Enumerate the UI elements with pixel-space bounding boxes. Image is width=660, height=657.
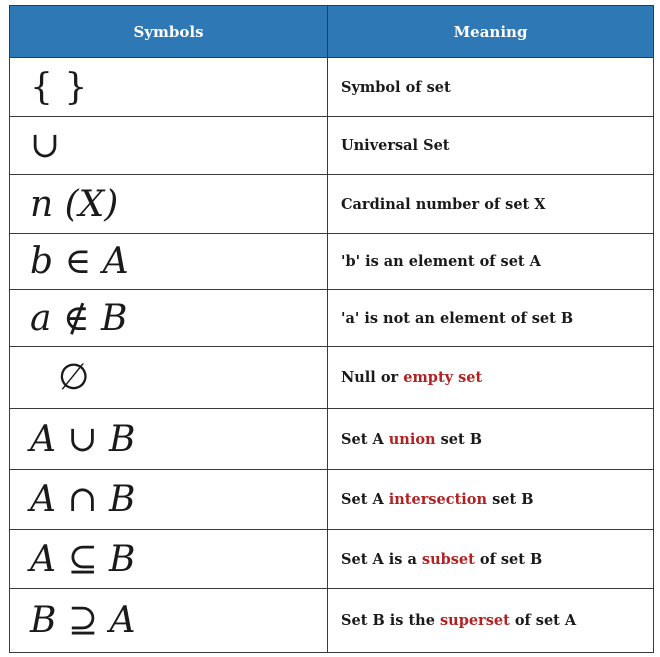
meaning-highlight: superset xyxy=(439,612,510,629)
meaning-text-post: set B xyxy=(435,430,483,448)
table-row xyxy=(10,175,654,234)
meaning-text: Set A xyxy=(341,491,389,508)
meaning-highlight: subset xyxy=(421,550,475,568)
symbol-text: A ⊆ B xyxy=(30,538,136,580)
header-row xyxy=(10,6,654,58)
meaning-cell xyxy=(328,117,654,175)
symbol-cell xyxy=(10,117,328,175)
meaning-cell xyxy=(328,530,654,589)
meaning-cell xyxy=(328,234,654,290)
meaning-highlight: intersection xyxy=(388,491,488,508)
meaning-text-post: of set A xyxy=(509,612,577,629)
symbol-cell xyxy=(10,58,328,117)
meaning-cell xyxy=(328,589,654,653)
set-symbols-table xyxy=(9,5,654,653)
table-row xyxy=(10,58,654,117)
symbol-cell xyxy=(10,409,328,470)
meaning-cell xyxy=(328,58,654,117)
meaning-highlight: empty set xyxy=(403,369,483,386)
meaning-column-header: Meaning xyxy=(328,6,654,58)
symbol-text: b ∈ A xyxy=(30,241,129,282)
meaning-cell xyxy=(328,175,654,234)
symbol-text: B ⊇ A xyxy=(30,600,136,641)
symbol-text: ∅ xyxy=(58,357,90,398)
table-row xyxy=(10,117,654,175)
symbol-cell xyxy=(10,530,328,589)
meaning-cell xyxy=(328,470,654,530)
meaning-highlight: union xyxy=(388,430,436,448)
meaning-text: Set B is the xyxy=(341,612,440,629)
symbol-text: A ∪ B xyxy=(30,418,136,460)
meaning-text: Cardinal number of set X xyxy=(341,195,546,213)
table-row xyxy=(10,589,654,653)
meaning-text: 'b' is an element of set A xyxy=(341,253,541,270)
symbol-cell xyxy=(10,589,328,653)
symbols-column-header: Symbols xyxy=(10,6,328,58)
symbol-cell xyxy=(10,175,328,234)
symbol-text: n (X) xyxy=(30,183,119,225)
meaning-cell xyxy=(328,347,654,409)
meaning-text: Symbol of set xyxy=(341,78,451,96)
table-row xyxy=(10,470,654,530)
symbol-cell xyxy=(10,234,328,290)
table-row xyxy=(10,234,654,290)
meaning-text: Set A xyxy=(341,430,389,448)
symbol-text: a ∉ B xyxy=(30,297,128,339)
symbol-text: { } xyxy=(30,66,88,108)
meaning-text: 'a' is not an element of set B xyxy=(341,309,574,327)
meaning-text: Null or xyxy=(341,369,404,386)
symbol-text: A ∩ B xyxy=(30,479,136,520)
meaning-text-post: set B xyxy=(487,491,534,508)
table-row xyxy=(10,347,654,409)
table-row xyxy=(10,530,654,589)
symbol-text: ∪ xyxy=(30,125,61,166)
meaning-text-post: of set B xyxy=(474,550,543,568)
table-row xyxy=(10,290,654,347)
symbol-cell xyxy=(10,470,328,530)
meaning-text: Universal Set xyxy=(341,137,450,154)
meaning-cell xyxy=(328,409,654,470)
symbol-cell xyxy=(10,347,328,409)
table-row xyxy=(10,409,654,470)
symbol-cell xyxy=(10,290,328,347)
meaning-text: Set A is a xyxy=(341,550,422,568)
meaning-cell xyxy=(328,290,654,347)
